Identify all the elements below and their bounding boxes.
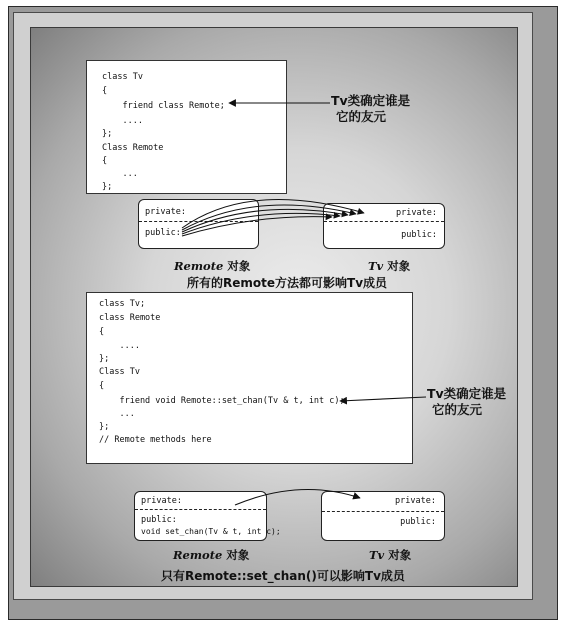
section-divider xyxy=(322,511,444,512)
code-line: { xyxy=(102,156,108,166)
method-signature: void set_chan(Tv & t, int c); xyxy=(141,527,281,536)
code-line: Class Remote xyxy=(102,143,164,153)
code-line: class Tv xyxy=(102,72,143,82)
code-line: .... xyxy=(99,341,140,351)
note-line: 它的友元 xyxy=(336,109,387,124)
top-note xyxy=(331,93,410,125)
code-line: ... xyxy=(102,169,138,179)
section-divider xyxy=(324,221,444,222)
section-divider xyxy=(135,509,266,510)
bottom-remote-object-box xyxy=(134,491,281,541)
label-suffix: 对象 xyxy=(223,259,251,273)
label-suffix: 对象 xyxy=(222,548,250,562)
public-label: public: xyxy=(145,228,181,238)
code-line: }; xyxy=(102,129,113,139)
code-line: }; xyxy=(99,422,110,432)
code-line: Class Tv xyxy=(99,367,140,377)
label-class-name: Remote xyxy=(173,548,223,562)
top-tv-object-box xyxy=(323,203,445,249)
code-line: { xyxy=(99,381,105,391)
label-class-name: Remote xyxy=(174,259,224,273)
private-label: private: xyxy=(141,496,182,506)
code-line: friend void Remote::set_chan(Tv & t, int c); xyxy=(99,396,345,406)
section-divider xyxy=(139,221,258,222)
bottom-caption: 只有Remote::set_chan()可以影响Tv成员 xyxy=(161,569,405,583)
note-line: Tv类确定谁是 xyxy=(427,386,507,401)
note-line: Tv类确定谁是 xyxy=(331,93,411,108)
code-line: }; xyxy=(99,354,110,364)
code-line: ... xyxy=(99,409,135,419)
private-label: private: xyxy=(395,496,436,506)
private-label: private: xyxy=(396,208,437,218)
top-caption: 所有的Remote方法都可影响Tv成员 xyxy=(187,276,388,290)
code-line: .... xyxy=(102,116,143,126)
public-label: public: xyxy=(400,517,436,527)
code-line: }; xyxy=(102,182,113,192)
code-line: friend class Remote; xyxy=(102,101,225,111)
label-suffix: 对象 xyxy=(383,259,411,273)
note-line: 它的友元 xyxy=(432,402,483,417)
code-line: class Remote xyxy=(99,313,161,323)
bottom-note xyxy=(427,386,506,418)
top-remote-object-box xyxy=(138,199,259,249)
label-suffix: 对象 xyxy=(384,548,412,562)
bottom-code-box xyxy=(86,292,413,464)
code-line: // Remote methods here xyxy=(99,435,212,445)
label-class-name: Tv xyxy=(369,548,385,562)
code-line: { xyxy=(99,327,105,337)
bottom-remote-object-label xyxy=(173,547,249,563)
code-line: class Tv; xyxy=(99,299,146,309)
top-tv-object-label xyxy=(368,258,410,274)
bottom-tv-object-box xyxy=(321,491,445,541)
bottom-tv-object-label xyxy=(369,547,411,563)
private-label: private: xyxy=(145,207,186,217)
public-label: public: xyxy=(141,515,177,525)
label-class-name: Tv xyxy=(368,259,384,273)
code-line: { xyxy=(102,86,108,96)
public-label: public: xyxy=(401,230,437,240)
top-code-box xyxy=(86,60,287,194)
top-remote-object-label xyxy=(174,258,250,274)
